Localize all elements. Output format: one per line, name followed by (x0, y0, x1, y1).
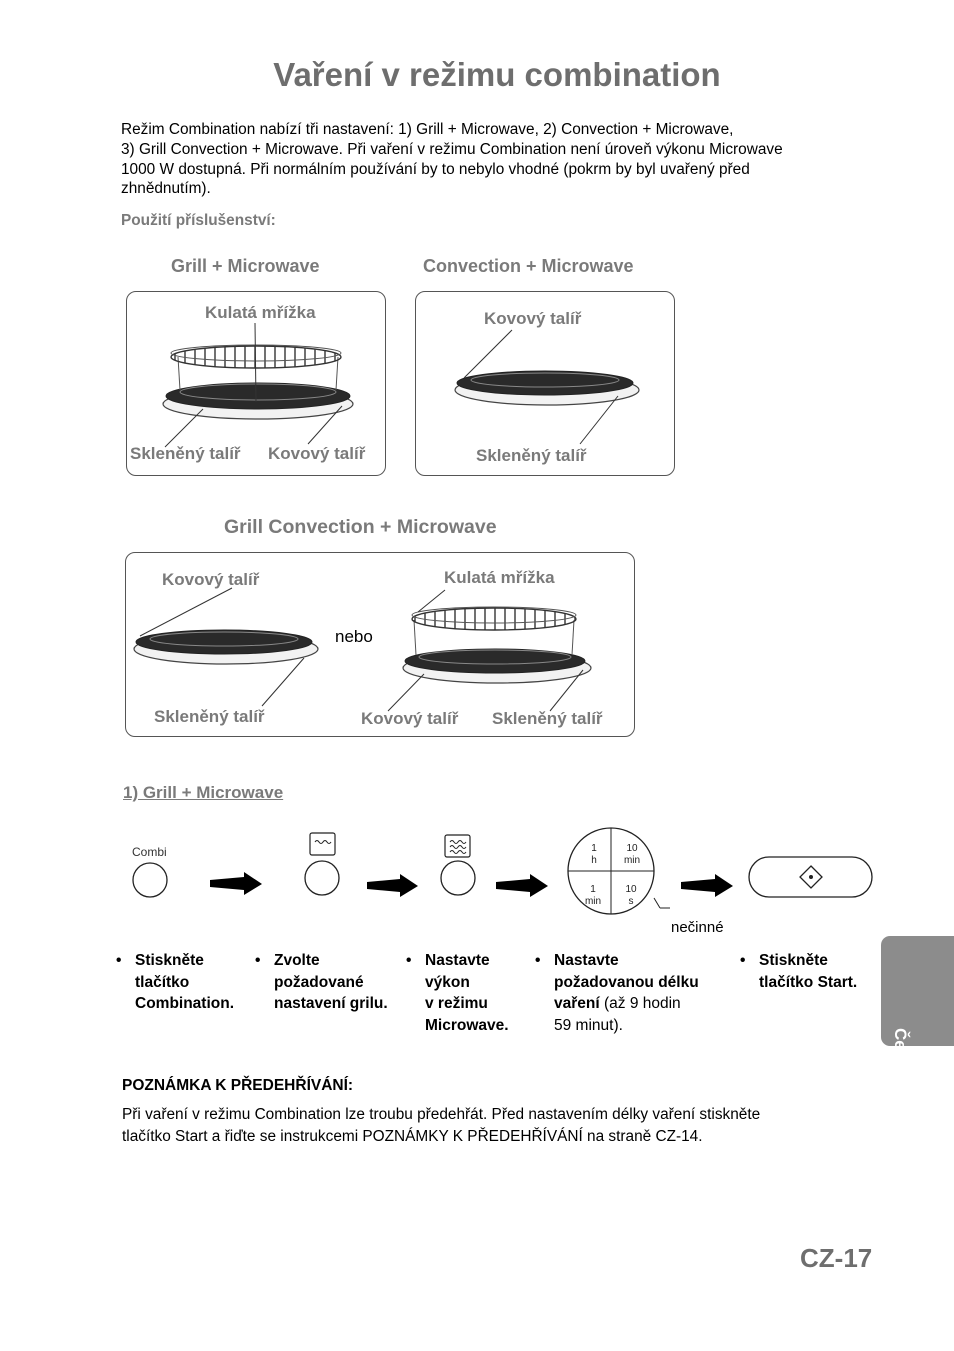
intro-line: 3) Grill Convection + Microwave. Při vaření v režimu Combination není úroveň výkonu Microwave (121, 140, 783, 158)
panel1-illustration (163, 323, 353, 447)
procedure-illustration (133, 828, 872, 914)
language-tab-label: Česky (891, 1028, 910, 1079)
dial-10s: 10 s (625, 884, 637, 907)
label-glass-tray: Skleněný talíř (154, 707, 265, 726)
dial-1h: 1 h (591, 843, 597, 866)
label-round-rack: Kulatá mřížka (444, 568, 555, 587)
label-metal-plate: Kovový talíř (268, 444, 366, 463)
panel-title-grill-convection-microwave: Grill Convection + Microwave (224, 516, 497, 538)
procedure-heading: 1) Grill + Microwave (123, 783, 284, 802)
page-number: CZ-17 (800, 1243, 873, 1273)
step-1: • Stiskněte tlačítko Combination. (116, 952, 235, 1012)
label-round-rack: Kulatá mřížka (205, 303, 316, 322)
dial-1min: 1 min (584, 884, 602, 907)
step-4: • Nastavte požadovanou délku vaření (až 9 hodin 59 minut). (535, 952, 699, 1034)
panel3-left-illustration (134, 588, 318, 706)
step-3: • Nastavte výkon v režimu Microwave. (406, 952, 509, 1034)
panel3-right-illustration (388, 590, 591, 711)
step-5: • Stiskněte tlačítko Start. (740, 952, 858, 991)
preheat-note-body: Při vaření v režimu Combination lze troubu předehřát. Před nastavením délky vaření stiskněte tlačítko Start a řiďte se instrukcemi POZNÁMKY K PŘEDEHŘÍVÁNÍ na straně CZ-14. (122, 1106, 761, 1145)
accessories-heading: Použití příslušenství: (121, 212, 276, 230)
label-metal-plate: Kovový talíř (162, 570, 260, 589)
dial-10min: 10 min (623, 843, 641, 866)
combi-button-label: Combi (132, 845, 167, 859)
preheat-note-heading: POZNÁMKA K PŘEDEHŘÍVÁNÍ: (122, 1077, 354, 1094)
intro-line: 1000 W dostupná. Při normálním používání by to nebylo vhodné (pokrm by byl uvařený před (121, 160, 750, 178)
label-metal-plate: Kovový talíř (484, 309, 582, 328)
page-title: Vaření v režimu combination (273, 56, 721, 93)
step-2: • Zvolte požadované nastavení grilu. (255, 952, 388, 1012)
label-glass-tray: Skleněný talíř (492, 709, 603, 728)
idle-label: nečinné (671, 919, 724, 936)
label-glass-tray: Skleněný talíř (476, 446, 587, 465)
intro-line: zhnědnutím). (121, 180, 211, 198)
label-metal-plate: Kovový talíř (361, 709, 459, 728)
language-tab (881, 936, 954, 1079)
panel2-illustration (455, 330, 639, 444)
panel-title-grill-microwave: Grill + Microwave (171, 256, 320, 276)
panel-title-convection-microwave: Convection + Microwave (423, 256, 634, 276)
label-or: nebo (335, 627, 373, 646)
label-glass-tray: Skleněný talíř (130, 444, 241, 463)
intro-line: Režim Combination nabízí tři nastavení: 1) Grill + Microwave, 2) Convection + Microwave, (121, 121, 734, 138)
